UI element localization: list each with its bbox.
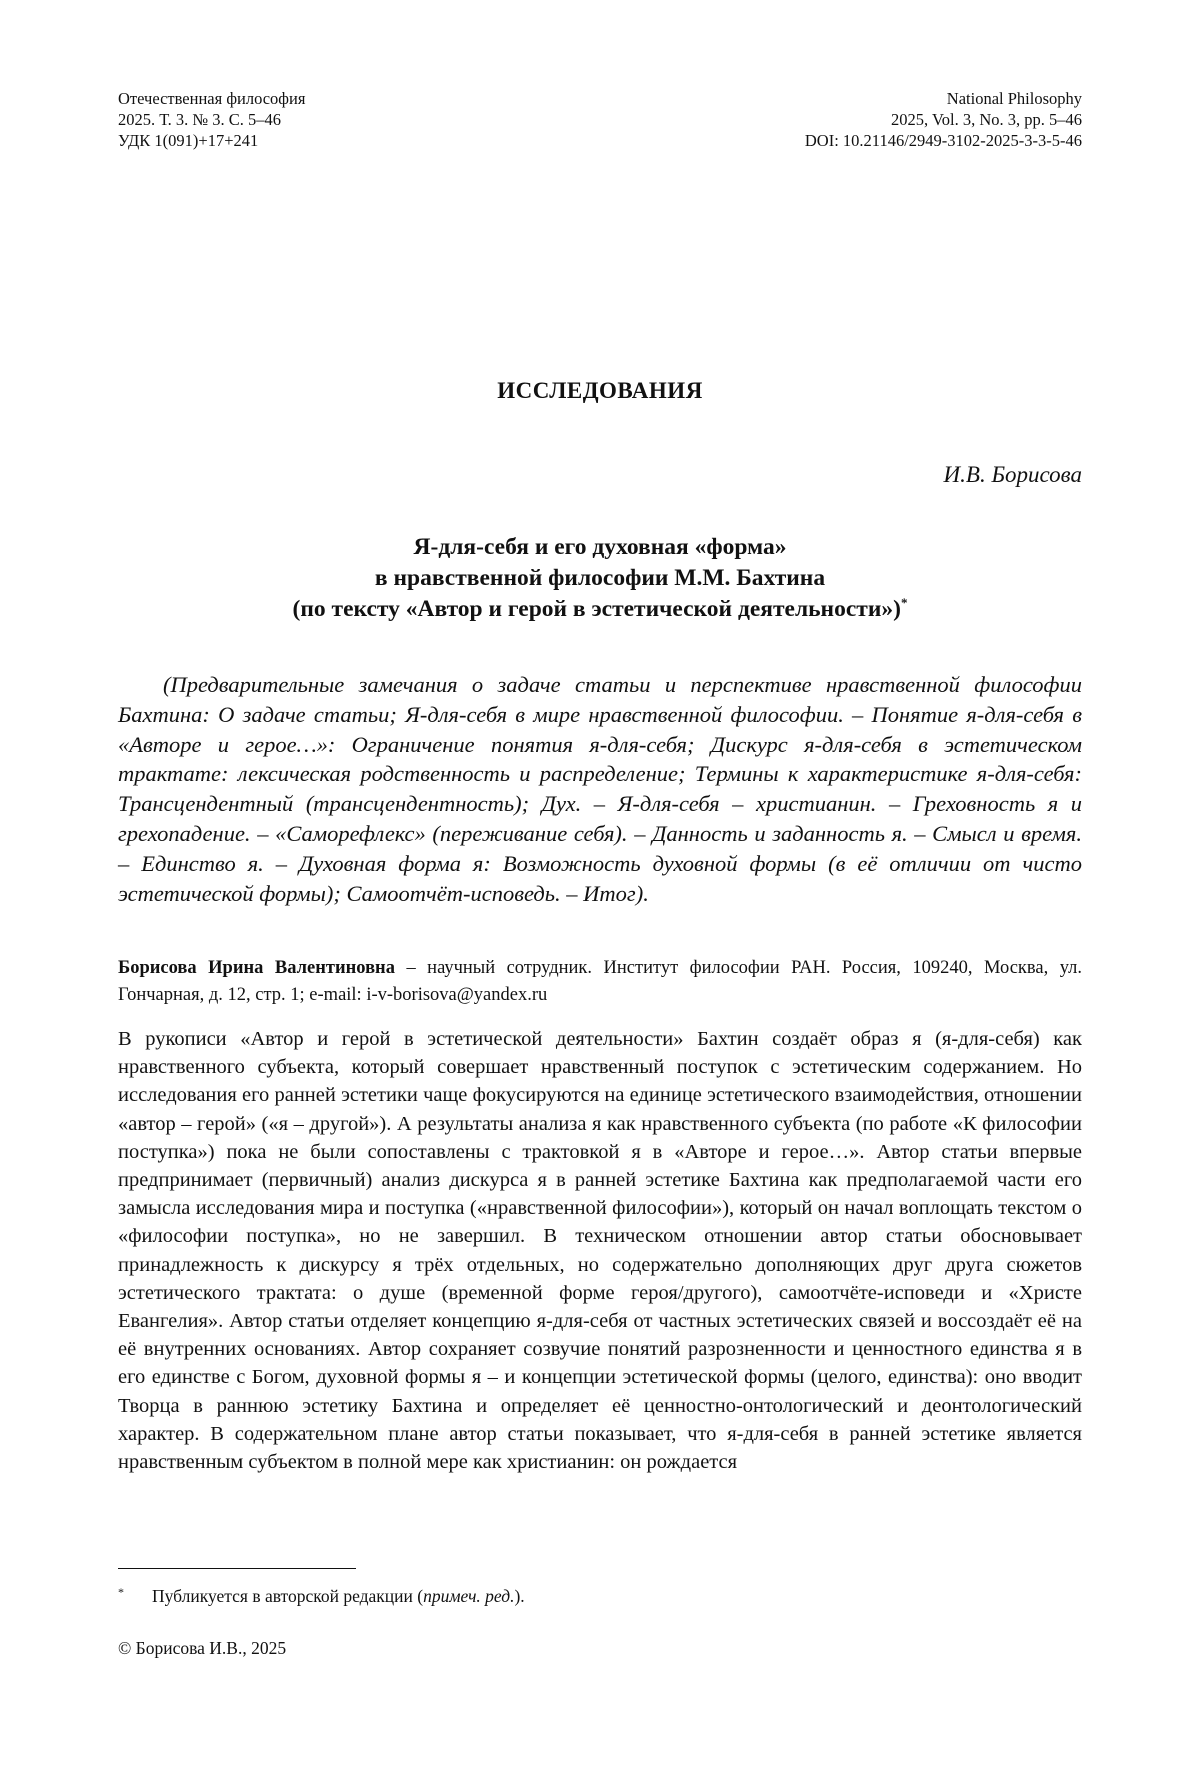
author-full-name: Борисова Ирина Валентиновна bbox=[118, 958, 395, 978]
journal-name-ru: Отечественная философия bbox=[118, 89, 306, 108]
doi: DOI: 10.21146/2949-3102-2025-3-3-5-46 bbox=[804, 131, 1082, 150]
journal-name-en: National Philosophy bbox=[946, 89, 1082, 108]
author-bio bbox=[118, 955, 1082, 1009]
page-header bbox=[118, 88, 1082, 151]
title-line-1: Я-для-себя и его духовная «форма» bbox=[413, 534, 787, 560]
abstract: В рукописи «Автор и герой в эстетической деятельности» Бахтин создаёт образ я (я-для-себя) как нравственного субъекта, который совершает нравственный поступок с эстетическим содержанием. Но исследования его ранней эстетики чаще фокусируются на единице эстетического взаимодействия, отношении «автор – герой» («я – другой»). А результаты анализа я как нравственного субъекта (по работе «К философии поступка») пока не были сопоставлены с трактовкой я в «Авторе и герое…». Автор статьи впервые предпринимает (первичный) анализ дискурса я в ранней эстетике Бахтина как предполагаемой части его замысла исследования мира и поступка («нравственной философии»), который он начал воплощать текстом о «философии поступка», но не завершил. В техническом отношении автор статьи обосновывает принадлежность к дискурсу я трёх отдельных, но содержательно дополняющих друг друга сюжетов эстетического трактата: о душе (временной форме героя/другого), самоотчёте-исповеди и «Христе Евангелия». Автор статьи отделяет концепцию я-для-себя от частных эстетических связей и воссоздаёт её на её внутренних основаниях. Автор сохраняет созвучие понятий разрозненности и ценностного единства я в его единстве с Богом, духовной формы я – и концепции эстетической формы (целого, единства): оно вводит Творца в раннюю эстетику Бахтина и определяет её ценностно-онтологический и деонтологический характер. В содержательном плане автор статьи показывает, что я-для-себя в ранней эстетике является нравственным субъектом в полной мере как христианин: он рождается bbox=[118, 1028, 1082, 1474]
footnote-mark: * bbox=[118, 1585, 124, 1599]
article-title bbox=[118, 532, 1082, 625]
header-right bbox=[805, 88, 1082, 151]
section-title: ИССЛЕДОВАНИЯ bbox=[497, 378, 703, 403]
copyright: © Борисова И.В., 2025 bbox=[118, 1638, 287, 1658]
title-line-2: в нравственной философии М.М. Бахтина bbox=[374, 565, 826, 591]
footnote-text bbox=[152, 1585, 1082, 1607]
udc-code: УДК 1(091)+17+241 bbox=[118, 131, 259, 150]
title-footnote-mark: * bbox=[900, 595, 908, 611]
contents-summary: (Предварительные замечания о задаче статьи и перспективе нравственной философии Бахтина: О задаче статьи; Я-для-себя в мире нравственной философии. – Понятие я-для-себя в «Авторе и герое…»: Ограничение понятия я-для-себя; Дискурс я-для-себя в эстетическом трактате: лексическая родственность и распределение; Термины к характеристике я-для-себя: Трансцендентный (трансцендентность); Дух. – Я-для-себя – христианин. – Греховность я и грехопадение. – «Саморефлекс» (переживание себя). – Данность и заданность я. – Смысл и время. – Единство я. – Духовная форма я: Возможность духовной формы (в её отличии от чисто эстетической формы); Самоотчёт-исповедь. – Итог). bbox=[118, 672, 1082, 906]
issue-info-en: 2025, Vol. 3, No. 3, pp. 5–46 bbox=[891, 110, 1082, 129]
footnote-text-italic: примеч. ред. bbox=[423, 1586, 515, 1606]
title-line-3-text: (по тексту «Автор и герой в эстетической деятельности») bbox=[292, 596, 901, 622]
footnote-divider bbox=[118, 1568, 356, 1569]
title-line-3 bbox=[118, 594, 1082, 625]
header-left bbox=[118, 88, 305, 151]
issue-info-ru: 2025. Т. 3. № 3. С. 5–46 bbox=[118, 110, 282, 129]
author-affiliation: – научный сотрудник. Институт философии РАН. Россия, 109240, Москва, ул. Гончарная, д. 12, стр. 1; e-mail: i-v-borisova@yandex.ru bbox=[118, 958, 1082, 1005]
footnote bbox=[118, 1585, 1082, 1607]
footnote-text-before: Публикуется в авторской редакции ( bbox=[152, 1586, 424, 1606]
article-author: И.В. Борисова bbox=[943, 462, 1082, 487]
footnote-text-after: ). bbox=[514, 1586, 525, 1606]
